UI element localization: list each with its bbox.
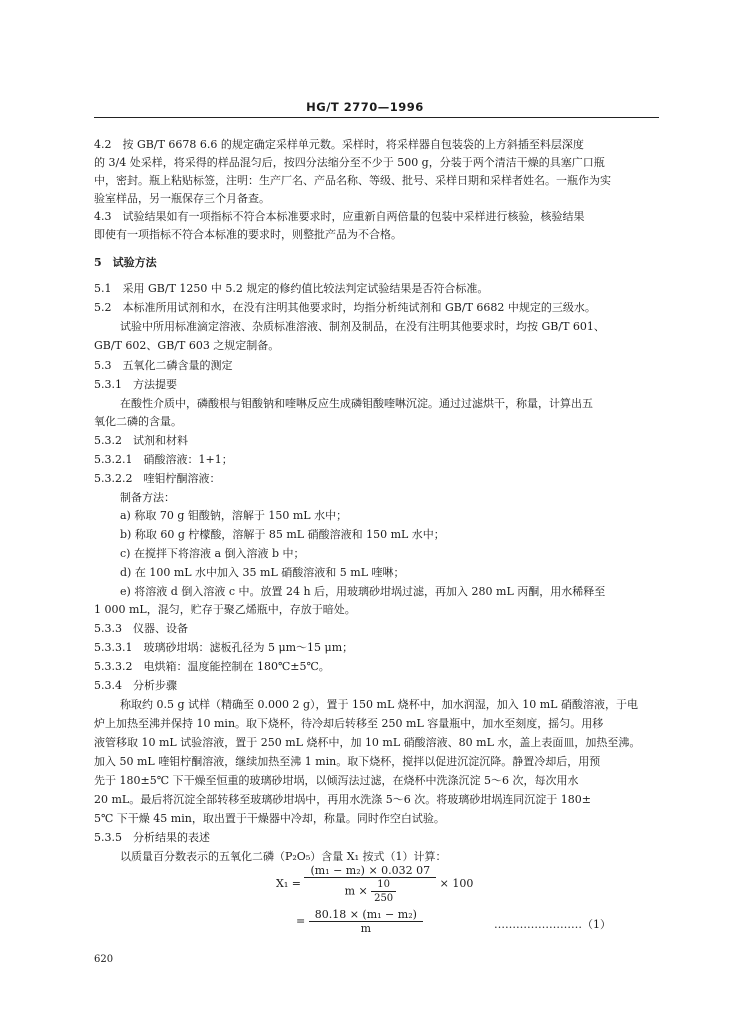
formula-second-den: m (360, 922, 372, 935)
sec-4-2-line-3: 中，密封。瓶上粘贴标签，注明：生产厂名、产品名称、等级、批号、采样日期和采样者姓名。一瓶作为实 (94, 174, 611, 187)
sec-5-1: 5.1 采用 GB/T 1250 中 5.2 规定的修约值比较法判定试验结果是否符合标准。 (94, 282, 489, 295)
formula-numerator: (m₁ − m₂) × 0.032 07 (304, 864, 436, 878)
formula-second-fraction (309, 908, 423, 935)
section-5-title: 5 试验方法 (94, 256, 157, 269)
sec-4-3-line-2: 即使有一项指标不符合本标准的要求时，则整批产品为不合格。 (94, 228, 402, 241)
sec-5-3-4-line-6: 20 mL。最后将沉淀全部转移至玻璃砂坩埚中，再用水洗涤 5～6 次。将玻璃砂坩埚连同沉淀于 180± (94, 793, 591, 806)
sec-5-3-1-title: 5.3.1 方法提要 (94, 378, 177, 391)
sec-4-2-line-1: 4.2 按 GB/T 6678 6.6 的规定确定采样单元数。采样时，将采样器自包装袋的上方斜插至料层深度 (94, 138, 584, 151)
prep-label: 制备方法： (120, 491, 175, 504)
prep-step-e-line-1: e) 将溶液 d 倒入溶液 c 中。放置 24 h 后，用玻璃砂坩埚过滤，再加入 280 mL 丙酮，用水稀释至 (120, 585, 606, 598)
formula-tail: × 100 (439, 877, 474, 890)
sec-5-3-1-line-1: 在酸性介质中，磷酸根与钼酸钠和喹啉反应生成磷钼酸喹啉沉淀。通过过滤烘干，称量，计算出五 (120, 397, 593, 410)
prep-step-d: d) 在 100 mL 水中加入 35 mL 硝酸溶液和 5 mL 喹啉； (120, 566, 405, 579)
formula-inner-den: 250 (374, 892, 394, 904)
formula-lhs: X₁ = (276, 877, 301, 890)
sec-5-3-4-line-7: 5℃ 下干燥 45 min，取出置于干燥器中冷却，称量。同时作空白试验。 (94, 812, 445, 825)
sec-5-3-3-title: 5.3.3 仪器、设备 (94, 622, 188, 635)
sec-5-3-4-line-4: 加入 50 mL 喹钼柠酮溶液，继续加热至沸 1 min。取下烧杯，搅拌以促进沉淀沉降。静置冷却后，用预 (94, 755, 601, 768)
sec-5-2-line-1: 5.2 本标准所用试剂和水，在没有注明其他要求时，均指分析纯试剂和 GB/T 6682 中规定的三级水。 (94, 301, 596, 314)
formula-second-num: 80.18 × (m₁ − m₂) (309, 908, 423, 922)
formula-line-2 (296, 908, 423, 935)
formula-den-left: m × (344, 884, 368, 897)
sec-5-3-2-2: 5.3.2.2 喹钼柠酮溶液： (94, 472, 221, 485)
formula-eq2: = (296, 914, 306, 928)
sec-5-3-3-1: 5.3.3.1 玻璃砂坩埚：滤板孔径为 5 μm～15 μm； (94, 641, 354, 654)
prep-step-e-line-2: 1 000 mL，混匀，贮存于聚乙烯瓶中，存放于暗处。 (94, 603, 356, 616)
formula-line-1 (276, 862, 473, 912)
sec-5-3-2-1: 5.3.2.1 硝酸溶液：1+1； (94, 453, 233, 466)
standard-header: HG/T 2770—1996 (306, 100, 424, 114)
sec-5-3-5-intro: 以质量百分数表示的五氧化二磷（P₂O₅）含量 X₁ 按式（1）计算： (120, 850, 447, 863)
page-number: 620 (94, 954, 114, 965)
prep-step-c: c) 在搅拌下将溶液 a 倒入溶液 b 中； (120, 547, 305, 560)
sec-5-2-line-2: 试验中所用标准滴定溶液、杂质标准溶液、制剂及制品，在没有注明其他要求时，均按 GB/T 601、 (120, 320, 605, 333)
prep-step-b: b) 称取 60 g 柠檬酸，溶解于 85 mL 硝酸溶液和 150 mL 水中； (120, 528, 445, 541)
sec-5-3-4-line-3: 液管移取 10 mL 试验溶液，置于 250 mL 烧杯中，加 10 mL 硝酸溶液、80 mL 水，盖上表面皿，加热至沸。 (94, 736, 641, 749)
sec-4-2-line-2: 的 3/4 处采样，将采得的样品混匀后，按四分法缩分至不少于 500 g，分装于两个清洁干燥的具塞广口瓶 (94, 156, 605, 169)
sec-4-2-line-4: 验室样品，另一瓶保存三个月备查。 (94, 192, 270, 205)
sec-5-3-3-2: 5.3.3.2 电烘箱：温度能控制在 180℃±5℃。 (94, 660, 330, 673)
equation-number: ……………………（1） (494, 918, 611, 931)
sec-5-3-title: 5.3 五氧化二磷含量的测定 (94, 359, 233, 372)
sec-5-3-4-line-1: 称取约 0.5 g 试样（精确至 0.000 2 g），置于 150 mL 烧杯中，加水润湿，加入 10 mL 硝酸溶液，于电 (120, 698, 638, 711)
formula-denominator (304, 878, 436, 905)
sec-5-3-4-line-2: 炉上加热至沸并保持 10 min。取下烧杯，待冷却后转移至 250 mL 容量瓶中，加水至刻度，摇匀。用移 (94, 717, 604, 730)
header-rule (94, 117, 659, 118)
formula-inner-fraction (371, 878, 396, 905)
sec-5-3-2-title: 5.3.2 试剂和材料 (94, 434, 188, 447)
formula-inner-num: 10 (371, 878, 396, 892)
sec-5-3-4-title: 5.3.4 分析步骤 (94, 679, 177, 692)
sec-5-3-5-title: 5.3.5 分析结果的表述 (94, 831, 210, 844)
sec-5-3-1-line-2: 氧化二磷的含量。 (94, 415, 182, 428)
prep-step-a: a) 称取 70 g 钼酸钠，溶解于 150 mL 水中； (120, 509, 348, 522)
sec-4-3-line-1: 4.3 试验结果如有一项指标不符合本标准要求时，应重新自两倍量的包装中采样进行核验，核验结果 (94, 210, 585, 223)
sec-5-3-4-line-5: 先于 180±5℃ 下干燥至恒重的玻璃砂坩埚，以倾泻法过滤，在烧杯中洗涤沉淀 5～6 次，每次用水 (94, 774, 579, 787)
sec-5-2-line-3: GB/T 602、GB/T 603 之规定制备。 (94, 339, 280, 352)
formula-main-fraction (304, 864, 436, 905)
